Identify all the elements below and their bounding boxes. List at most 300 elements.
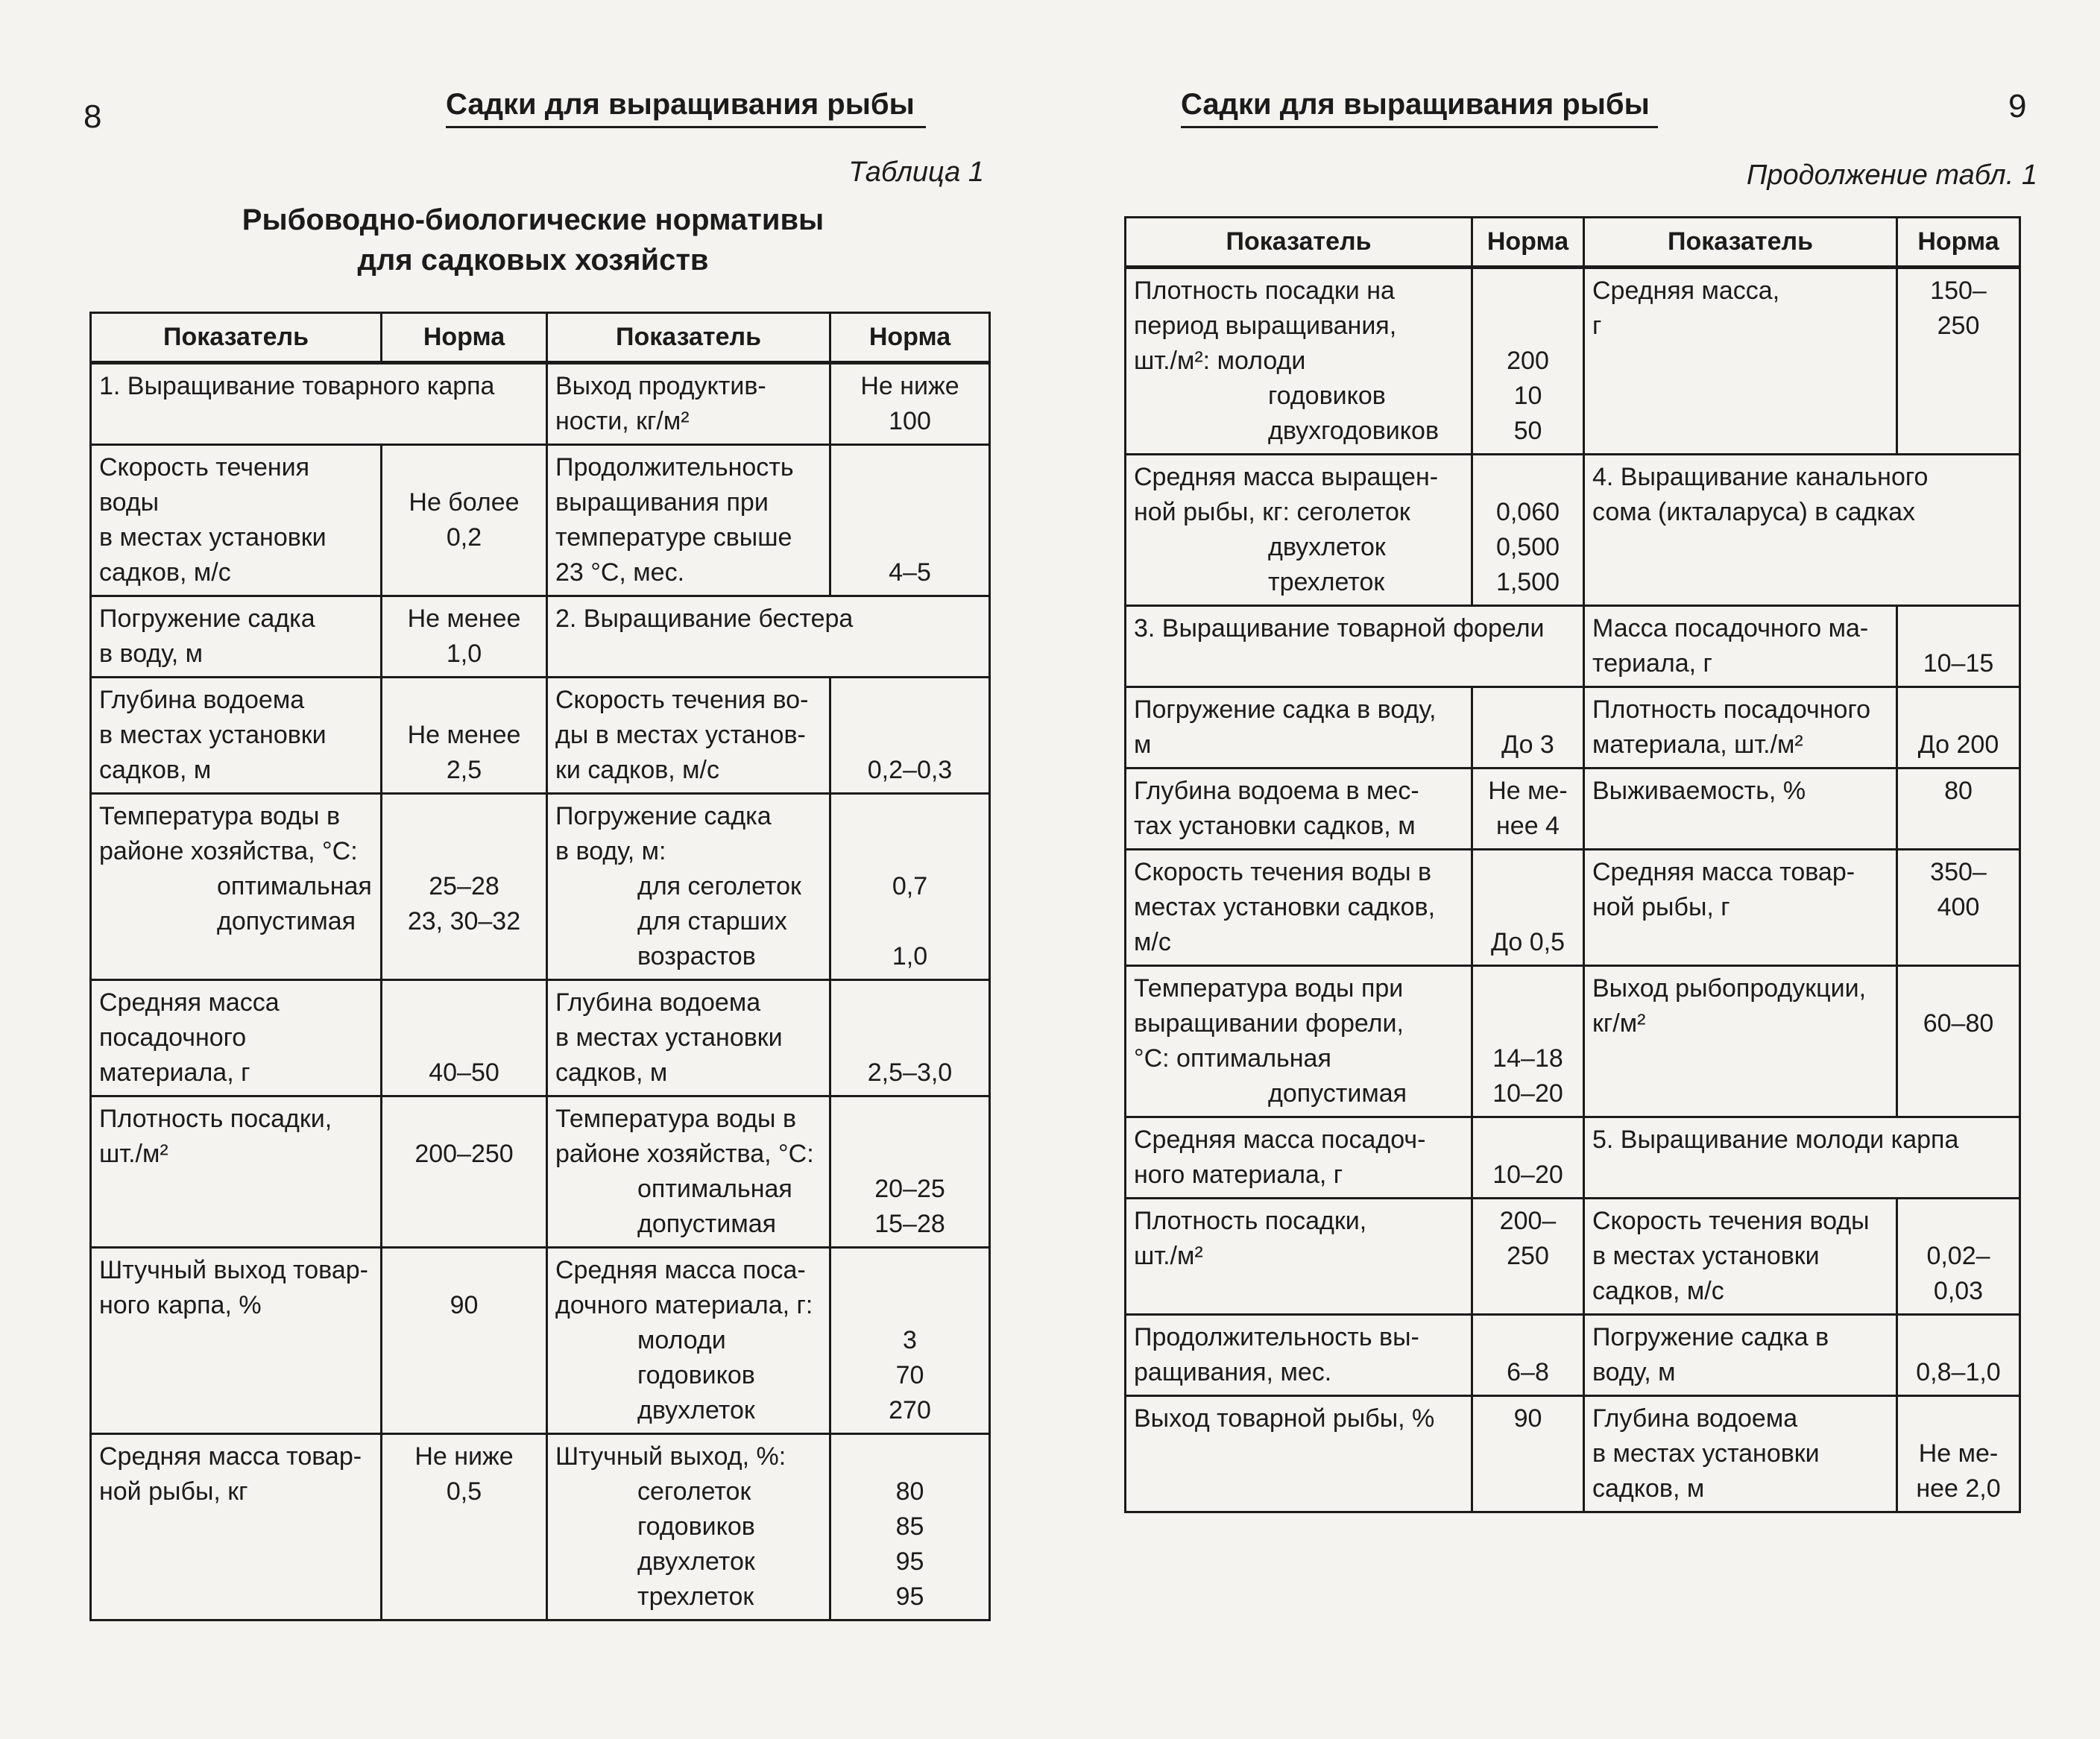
indicator-text: допустимая bbox=[1268, 1079, 1407, 1108]
norm-value bbox=[390, 799, 538, 834]
norm-value: 95 bbox=[895, 1547, 924, 1576]
indicator-cell bbox=[547, 1096, 830, 1248]
norm-value: 250 bbox=[1507, 1242, 1549, 1270]
norm-value: 200–250 bbox=[414, 1140, 514, 1168]
indicator-text: шт./м² bbox=[99, 1140, 168, 1168]
indicator-text: Погружение садка bbox=[555, 802, 772, 830]
indicator-text: Глубина водоема bbox=[555, 988, 761, 1017]
norm-value: Не ме- bbox=[1918, 1439, 1999, 1468]
indicator-cell bbox=[547, 980, 830, 1096]
indicator-cell bbox=[91, 1096, 382, 1248]
table-row bbox=[1126, 1199, 2020, 1315]
norm-cell bbox=[1472, 1396, 1584, 1512]
indicator-text: °С: оптимальная bbox=[1134, 1044, 1331, 1073]
indicator-text: садков, м/с bbox=[1592, 1277, 1724, 1305]
norm-value bbox=[1481, 309, 1575, 344]
norm-value bbox=[839, 1137, 981, 1172]
norm-value: Не ниже bbox=[414, 1442, 514, 1471]
table-row bbox=[1126, 966, 2020, 1117]
table-continuation-caption: Продолжение табл. 1 bbox=[1746, 160, 2037, 191]
indicator-cell bbox=[91, 1248, 382, 1434]
norm-cell bbox=[1897, 606, 2020, 687]
indicator-text: Средняя масса посадоч- bbox=[1134, 1126, 1426, 1154]
indicator-text: выращивания при bbox=[555, 488, 769, 517]
indicator-text: в местах установки bbox=[99, 523, 327, 552]
norm-cell bbox=[830, 363, 990, 445]
indicator-text: Выход продуктив- bbox=[555, 372, 766, 400]
indicator-text: сома (икталаруса) в садках bbox=[1592, 498, 1916, 526]
indicator-cell bbox=[1584, 1117, 2020, 1199]
norm-value bbox=[1481, 855, 1575, 890]
indicator-text: Продолжительность bbox=[555, 453, 794, 482]
indicator-cell bbox=[1126, 768, 1472, 850]
norm-value: 80 bbox=[895, 1477, 924, 1506]
indicator-text: Средняя масса товар- bbox=[1592, 858, 1855, 886]
norm-value bbox=[390, 683, 538, 718]
norm-value bbox=[839, 520, 981, 555]
norm-cell bbox=[830, 1096, 990, 1248]
norm-value: До 200 bbox=[1917, 730, 1999, 759]
indicator-text: годовиков bbox=[637, 1512, 755, 1541]
indicator-text: Глубина водоема в мес- bbox=[1134, 777, 1419, 805]
norm-value bbox=[839, 1439, 981, 1474]
norm-value bbox=[839, 799, 981, 834]
indicator-cell bbox=[547, 678, 830, 794]
indicator-text: в воду, м: bbox=[555, 837, 666, 865]
norm-value bbox=[839, 485, 981, 520]
indicator-text: Глубина водоема bbox=[99, 686, 305, 714]
norm-value: 0,2–0,3 bbox=[867, 756, 953, 784]
norm-value bbox=[390, 834, 538, 869]
indicator-text: 2. Выращивание бестера bbox=[555, 605, 854, 633]
indicator-text: годовиков bbox=[637, 1361, 755, 1389]
indicator-cell bbox=[1584, 966, 1897, 1117]
norm-cell bbox=[1472, 966, 1584, 1117]
indicator-text: трехлеток bbox=[1268, 568, 1385, 596]
norm-value bbox=[1481, 460, 1575, 495]
indicator-text: Выход рыбопродукции, bbox=[1592, 974, 1867, 1003]
norm-cell bbox=[1472, 850, 1584, 966]
table-row bbox=[1126, 455, 2020, 606]
norm-value: 6–8 bbox=[1507, 1358, 1549, 1386]
table-row bbox=[1126, 1396, 2020, 1512]
indicator-text: ной рыбы, кг bbox=[99, 1477, 248, 1506]
norm-value: 80 bbox=[1944, 777, 1973, 805]
indicator-text: ды в местах установ- bbox=[555, 721, 806, 749]
indicator-cell bbox=[1584, 1199, 1897, 1315]
table-row bbox=[91, 1248, 990, 1434]
indicator-text: Погружение садка bbox=[99, 605, 315, 633]
table-row bbox=[1126, 606, 2020, 687]
indicator-text: выращивании форели, bbox=[1134, 1009, 1404, 1038]
norm-value bbox=[1481, 692, 1575, 728]
norm-cell bbox=[1472, 1117, 1584, 1199]
norm-value bbox=[1481, 890, 1575, 925]
right-page bbox=[1050, 0, 2100, 1739]
norm-value bbox=[1905, 1204, 2011, 1239]
indicator-text: Скорость течения воды bbox=[99, 453, 310, 517]
indicator-cell bbox=[1126, 1117, 1472, 1199]
page-number-right: 9 bbox=[2008, 88, 2027, 124]
table-row bbox=[1126, 1117, 2020, 1199]
norm-value: 0,060 bbox=[1495, 498, 1560, 526]
indicator-text: ки садков, м/с bbox=[555, 756, 720, 784]
indicator-text: оптимальная bbox=[637, 1175, 792, 1203]
indicator-text: 23 °С, мес. bbox=[555, 558, 685, 587]
header-indicator: Показатель bbox=[547, 313, 830, 363]
norm-value: 200 bbox=[1507, 347, 1549, 375]
norm-cell bbox=[830, 445, 990, 596]
indicator-text: двухгодовиков bbox=[1268, 417, 1440, 445]
norm-value: Не менее bbox=[407, 605, 521, 633]
indicator-cell bbox=[1584, 268, 1897, 455]
norm-cell bbox=[382, 1096, 547, 1248]
indicator-text: местах установки садков, bbox=[1134, 893, 1436, 921]
norm-value: 0,03 bbox=[1933, 1277, 1984, 1305]
norm-value: 15–28 bbox=[874, 1210, 945, 1238]
indicator-text: в местах установки bbox=[555, 1023, 783, 1052]
table-row bbox=[91, 980, 990, 1096]
norm-cell bbox=[382, 445, 547, 596]
norm-cell bbox=[382, 1248, 547, 1434]
indicator-text: в воду, м bbox=[99, 640, 204, 668]
indicator-text: ности, кг/м² bbox=[555, 407, 690, 435]
header-norm: Норма bbox=[1897, 218, 2020, 268]
page-number-left: 8 bbox=[83, 98, 102, 135]
norm-value: 60–80 bbox=[1923, 1009, 1994, 1038]
indicator-text: допустимая bbox=[637, 1210, 777, 1238]
norm-value: 50 bbox=[1513, 417, 1542, 445]
norms-table-left bbox=[89, 312, 991, 1621]
indicator-text: Температура воды в bbox=[99, 802, 340, 830]
norm-value: 10 bbox=[1513, 382, 1542, 410]
indicator-cell bbox=[547, 445, 830, 596]
indicator-text: 4. Выращивание канального bbox=[1592, 463, 1929, 491]
norm-value: 95 bbox=[895, 1582, 924, 1611]
indicator-cell bbox=[91, 445, 382, 596]
norm-value: Не ниже bbox=[860, 372, 959, 400]
indicator-cell bbox=[1584, 1396, 1897, 1512]
norm-value bbox=[839, 1288, 981, 1323]
norm-value: 0,8–1,0 bbox=[1916, 1358, 2001, 1386]
indicator-text: кг/м² bbox=[1592, 1009, 1646, 1038]
norm-value bbox=[1905, 1320, 2011, 1355]
norm-cell bbox=[1897, 966, 2020, 1117]
norm-value: 1,500 bbox=[1495, 568, 1560, 596]
table-caption: Таблица 1 bbox=[848, 157, 984, 188]
indicator-text: Температура воды при bbox=[1134, 974, 1404, 1003]
indicator-text: Температура воды в bbox=[555, 1105, 796, 1133]
indicator-cell bbox=[91, 794, 382, 980]
norm-cell bbox=[830, 794, 990, 980]
norm-cell bbox=[382, 980, 547, 1096]
norm-cell bbox=[1472, 687, 1584, 768]
indicator-text: воду, м bbox=[1592, 1358, 1676, 1386]
indicator-text: м bbox=[1134, 730, 1152, 759]
table-row bbox=[1126, 687, 2020, 768]
norm-value: 350– bbox=[1930, 858, 1987, 886]
norm-value: 90 bbox=[450, 1291, 479, 1319]
indicator-text: Выход товарной рыбы, % bbox=[1134, 1404, 1435, 1433]
norm-value bbox=[390, 1020, 538, 1055]
norm-cell bbox=[1897, 1199, 2020, 1315]
table-row bbox=[1126, 768, 2020, 850]
norm-cell bbox=[830, 678, 990, 794]
indicator-text: районе хозяйства, °С: bbox=[555, 1140, 814, 1168]
table-row bbox=[91, 794, 990, 980]
table-row bbox=[91, 596, 990, 678]
indicator-text: период выращивания, bbox=[1134, 312, 1397, 340]
indicator-cell bbox=[91, 363, 547, 445]
norm-cell bbox=[382, 794, 547, 980]
norm-value: Не менее bbox=[407, 721, 521, 749]
indicator-cell bbox=[1584, 606, 1897, 687]
norm-cell bbox=[1472, 768, 1584, 850]
indicator-text: ращивания, мес. bbox=[1134, 1358, 1332, 1386]
norm-value: 150– bbox=[1930, 277, 1987, 305]
indicator-text: Глубина водоема bbox=[1592, 1404, 1798, 1433]
indicator-cell bbox=[547, 596, 990, 678]
indicator-text: териала, г bbox=[1592, 649, 1712, 678]
indicator-text: Плотность посадочного bbox=[1592, 695, 1871, 724]
norm-value bbox=[839, 1102, 981, 1137]
norm-cell bbox=[1897, 768, 2020, 850]
indicator-text: Средняя масса поса- bbox=[555, 1256, 806, 1284]
norm-value bbox=[390, 985, 538, 1020]
norm-value: 25–28 bbox=[429, 872, 499, 900]
indicator-cell bbox=[1126, 606, 1584, 687]
indicator-text: температуре свыше bbox=[555, 523, 792, 552]
indicator-text: двухлеток bbox=[1268, 533, 1386, 561]
table-header-row bbox=[91, 313, 990, 363]
norm-cell bbox=[1472, 1199, 1584, 1315]
indicator-text: шт./м² bbox=[1134, 1242, 1203, 1270]
norm-value: 3 bbox=[903, 1326, 917, 1354]
norm-cell bbox=[1472, 268, 1584, 455]
indicator-text: для сеголеток bbox=[637, 872, 801, 900]
indicator-text: дочного материала, г: bbox=[555, 1291, 813, 1319]
indicator-text: Штучный выход товар- bbox=[99, 1256, 368, 1284]
indicator-text: трехлеток bbox=[637, 1582, 754, 1611]
norm-value: До 0,5 bbox=[1490, 928, 1565, 956]
indicator-text: садков, м bbox=[555, 1058, 668, 1087]
norm-value: Не более bbox=[409, 488, 520, 517]
norm-value: 250 bbox=[1937, 312, 1980, 340]
indicator-cell bbox=[1126, 966, 1472, 1117]
table-row bbox=[1126, 268, 2020, 455]
norm-value bbox=[1905, 692, 2011, 728]
indicator-text: ной рыбы, г bbox=[1592, 893, 1730, 921]
norm-value bbox=[1905, 971, 2011, 1006]
norm-value: 0,02– bbox=[1926, 1242, 1990, 1270]
norm-value: 400 bbox=[1937, 893, 1980, 921]
indicator-text: Плотность посадки на bbox=[1134, 277, 1395, 305]
indicator-cell bbox=[1126, 850, 1472, 966]
table-row bbox=[91, 678, 990, 794]
norm-value bbox=[390, 1253, 538, 1288]
indicator-cell bbox=[91, 1434, 382, 1620]
indicator-text: ного материала, г bbox=[1134, 1161, 1343, 1189]
indicator-text: Скорость течения во- bbox=[555, 686, 809, 714]
table-body bbox=[91, 363, 990, 1620]
indicator-text: двухлеток bbox=[637, 1547, 755, 1576]
indicator-text: садков, м/с bbox=[99, 558, 231, 587]
table-row bbox=[91, 445, 990, 596]
norm-value: 2,5 bbox=[446, 756, 482, 784]
indicator-cell bbox=[91, 678, 382, 794]
table-row bbox=[91, 363, 990, 445]
indicator-text: Средняя масса, bbox=[1592, 277, 1780, 305]
header-indicator: Показатель bbox=[1584, 218, 1897, 268]
table-row bbox=[91, 1096, 990, 1248]
norm-value: 90 bbox=[1513, 1404, 1542, 1433]
indicator-text: Средняя масса товар- bbox=[99, 1442, 362, 1471]
norm-value: До 3 bbox=[1501, 730, 1554, 759]
indicator-cell bbox=[91, 596, 382, 678]
norm-cell bbox=[1472, 1315, 1584, 1396]
indicator-cell bbox=[1126, 1199, 1472, 1315]
norm-value bbox=[1481, 274, 1575, 309]
running-title-right: Садки для выращивания рыбы bbox=[1181, 88, 1658, 128]
indicator-text: Скорость течения воды в bbox=[1134, 858, 1432, 886]
indicator-text: материала, г bbox=[99, 1058, 250, 1087]
norm-cell bbox=[1897, 687, 2020, 768]
indicator-text: Погружение садка в bbox=[1592, 1323, 1829, 1351]
indicator-text: Продолжительность вы- bbox=[1134, 1323, 1419, 1351]
norm-value: 100 bbox=[889, 407, 931, 435]
norm-value: 20–25 bbox=[874, 1175, 945, 1203]
indicator-cell bbox=[1126, 687, 1472, 768]
indicator-text: Выживаемость, % bbox=[1592, 777, 1806, 805]
indicator-text: посадочного bbox=[99, 1023, 247, 1052]
norm-value: 10–20 bbox=[1492, 1161, 1563, 1189]
indicator-cell bbox=[1584, 687, 1897, 768]
indicator-text: оптимальная bbox=[217, 872, 372, 900]
table-row bbox=[1126, 850, 2020, 966]
indicator-text: 1. Выращивание товарного карпа bbox=[99, 372, 495, 400]
header-indicator: Показатель bbox=[1126, 218, 1472, 268]
indicator-text: ного карпа, % bbox=[99, 1291, 262, 1319]
norm-value: 200– bbox=[1499, 1207, 1557, 1235]
indicator-cell bbox=[91, 980, 382, 1096]
norm-value: 10–20 bbox=[1492, 1079, 1563, 1108]
indicator-text: тах установки садков, м bbox=[1134, 812, 1416, 840]
header-norm: Норма bbox=[382, 313, 547, 363]
indicator-text: м/с bbox=[1134, 928, 1171, 956]
indicator-cell bbox=[547, 794, 830, 980]
indicator-text: годовиков bbox=[1268, 382, 1386, 410]
norm-value: 1,0 bbox=[446, 640, 482, 668]
header-norm: Норма bbox=[1472, 218, 1584, 268]
norm-cell bbox=[830, 1248, 990, 1434]
header-norm: Норма bbox=[830, 313, 990, 363]
indicator-cell bbox=[1126, 1396, 1472, 1512]
indicator-text: возрастов bbox=[637, 942, 756, 971]
norm-value bbox=[839, 450, 981, 485]
norm-value: нее 2,0 bbox=[1916, 1474, 2001, 1503]
indicator-cell bbox=[1584, 768, 1897, 850]
norm-cell bbox=[1897, 850, 2020, 966]
norm-value bbox=[1481, 1006, 1575, 1041]
indicator-text: Скорость течения воды bbox=[1592, 1207, 1870, 1235]
norm-value: 270 bbox=[889, 1396, 931, 1424]
table-title-line: Рыбоводно-биологические нормативы bbox=[242, 203, 824, 236]
norm-value: 40–50 bbox=[429, 1058, 499, 1087]
indicator-text: двухлеток bbox=[637, 1396, 755, 1424]
indicator-cell bbox=[547, 1248, 830, 1434]
norm-value: 85 bbox=[895, 1512, 924, 1541]
norm-value bbox=[839, 1020, 981, 1055]
norm-value bbox=[839, 834, 981, 869]
indicator-text: 3. Выращивание товарной форели bbox=[1134, 614, 1545, 643]
indicator-text: 5. Выращивание молоди карпа bbox=[1592, 1126, 1959, 1154]
indicator-cell bbox=[547, 363, 830, 445]
norm-value: 0,5 bbox=[446, 1477, 482, 1506]
norm-value bbox=[1481, 971, 1575, 1006]
norm-cell bbox=[382, 596, 547, 678]
norm-value bbox=[839, 985, 981, 1020]
norm-value bbox=[839, 904, 981, 939]
norm-value bbox=[839, 1253, 981, 1288]
norm-value: 0,7 bbox=[892, 872, 928, 900]
indicator-text: г bbox=[1592, 312, 1602, 340]
norm-cell bbox=[1897, 268, 2020, 455]
indicator-text: ной рыбы, кг: сеголеток bbox=[1134, 498, 1410, 526]
indicator-text: допустимая bbox=[217, 907, 356, 935]
table-header-row bbox=[1126, 218, 2020, 268]
header-indicator: Показатель bbox=[91, 313, 382, 363]
running-title-left: Садки для выращивания рыбы bbox=[446, 88, 926, 128]
norm-value bbox=[1481, 1320, 1575, 1355]
indicator-cell bbox=[1126, 268, 1472, 455]
indicator-text: садков, м bbox=[99, 756, 212, 784]
indicator-text: для старших bbox=[637, 907, 787, 935]
norm-value: 4–5 bbox=[889, 558, 931, 587]
indicator-text: в местах установки bbox=[99, 721, 327, 749]
indicator-text: Штучный выход, %: bbox=[555, 1442, 786, 1471]
indicator-cell bbox=[1584, 455, 2020, 606]
norm-value: 23, 30–32 bbox=[407, 907, 521, 935]
norms-table-right bbox=[1124, 216, 2021, 1513]
table-row bbox=[91, 1434, 990, 1620]
indicator-text: в местах установки bbox=[1592, 1439, 1820, 1468]
norm-cell bbox=[1472, 455, 1584, 606]
table-body bbox=[1126, 268, 2020, 1512]
norm-value: 70 bbox=[895, 1361, 924, 1389]
norm-value bbox=[1905, 1401, 2011, 1436]
indicator-cell bbox=[1584, 1315, 1897, 1396]
norm-value: нее 4 bbox=[1496, 812, 1560, 840]
norm-value bbox=[839, 718, 981, 753]
table-row bbox=[1126, 1315, 2020, 1396]
indicator-text: материала, шт./м² bbox=[1592, 730, 1803, 759]
norm-cell bbox=[830, 980, 990, 1096]
indicator-text: районе хозяйства, °С: bbox=[99, 837, 358, 865]
norm-value bbox=[390, 1102, 538, 1137]
norm-cell bbox=[1897, 1315, 2020, 1396]
indicator-text: сеголеток bbox=[637, 1477, 751, 1506]
indicator-text: Погружение садка в воду, bbox=[1134, 695, 1437, 724]
norm-value bbox=[1905, 611, 2011, 646]
indicator-cell bbox=[1126, 1315, 1472, 1396]
indicator-text: садков, м bbox=[1592, 1474, 1705, 1503]
norm-value bbox=[1481, 1123, 1575, 1158]
indicator-text: шт./м²: молоди bbox=[1134, 347, 1306, 375]
norm-cell bbox=[830, 1434, 990, 1620]
table-title-line: для садковых хозяйств bbox=[357, 244, 709, 277]
table-title bbox=[216, 200, 850, 280]
indicator-text: в местах установки bbox=[1592, 1242, 1820, 1270]
